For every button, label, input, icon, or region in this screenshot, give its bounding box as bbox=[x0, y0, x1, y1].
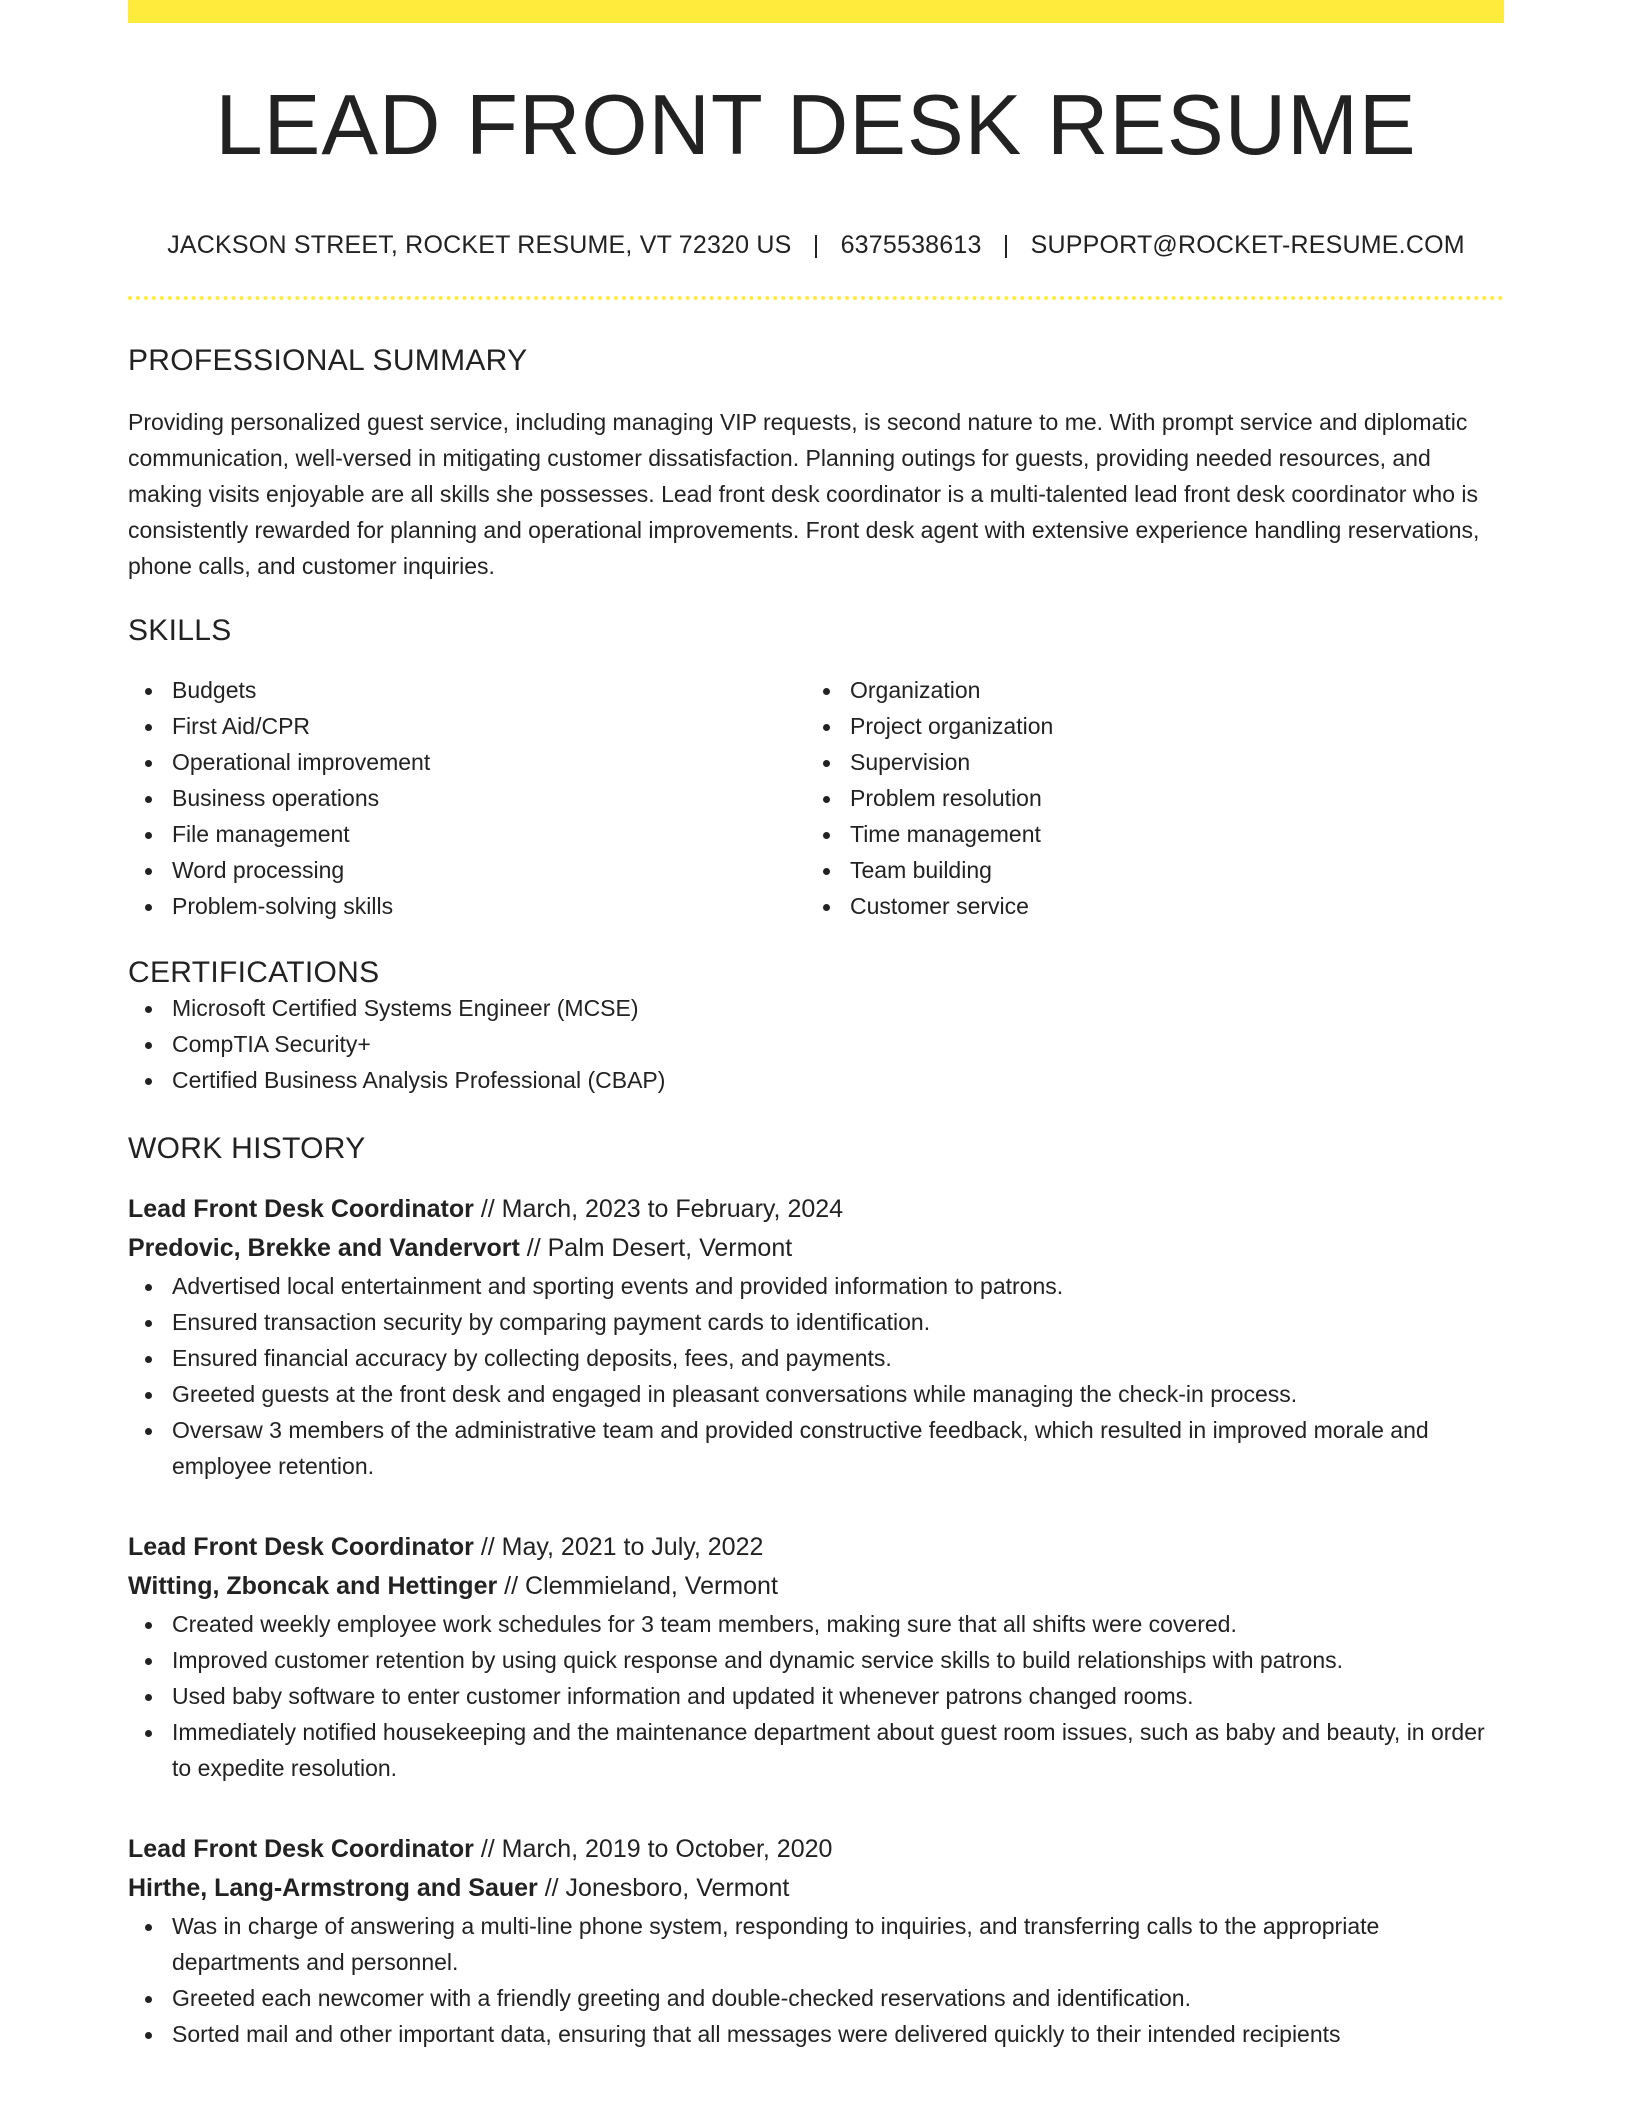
skill-item: Word processing bbox=[172, 852, 806, 888]
header-divider bbox=[128, 296, 1504, 300]
contact-separator: | bbox=[1002, 230, 1010, 259]
job-dates: // March, 2019 to October, 2020 bbox=[480, 1834, 833, 1863]
job-bullet-list bbox=[128, 1908, 1504, 2052]
certification-item: Certified Business Analysis Professional (CBAP) bbox=[172, 1062, 1504, 1098]
job-entry bbox=[128, 1190, 1504, 1484]
job-title: Lead Front Desk Coordinator bbox=[128, 1532, 474, 1561]
job-bullet: Sorted mail and other important data, ensuring that all messages were delivered quickly to their intended recipients bbox=[172, 2016, 1504, 2052]
job-bullet: Greeted each newcomer with a friendly greeting and double-checked reservations and identification. bbox=[172, 1980, 1504, 2016]
summary-text: Providing personalized guest service, including managing VIP requests, is second nature to me. With prompt service and diplomatic communication, well-versed in mitigating customer dissatisfaction. Planning outings for guests, providing needed resources, and making visits enjoyable are all skills she possesses. Lead front desk coordinator is a multi-talented lead front desk coordinator who is consistently rewarded for planning and operational improvements. Front desk agent with extensive experience handling reservations, phone calls, and customer inquiries. bbox=[128, 408, 1480, 579]
job-company-line bbox=[128, 1229, 1504, 1268]
job-bullet: Ensured financial accuracy by collecting deposits, fees, and payments. bbox=[172, 1340, 1504, 1376]
skill-item: Operational improvement bbox=[172, 744, 806, 780]
resume-page bbox=[128, 0, 1504, 2052]
job-title: Lead Front Desk Coordinator bbox=[128, 1194, 474, 1223]
contact-line bbox=[128, 231, 1504, 260]
contact-email: SUPPORT@ROCKET-RESUME.COM bbox=[1030, 230, 1465, 259]
skill-item: Customer service bbox=[850, 888, 1484, 924]
job-company-line bbox=[128, 1567, 1504, 1606]
skill-item: Problem resolution bbox=[850, 780, 1484, 816]
skills-list-right bbox=[806, 672, 1484, 924]
job-bullet: Immediately notified housekeeping and the maintenance department about guest room issues, such as baby and beauty, in order to expedite resolution. bbox=[172, 1714, 1504, 1786]
resume-title: LEAD FRONT DESK RESUME bbox=[215, 78, 1417, 173]
skill-item: First Aid/CPR bbox=[172, 708, 806, 744]
skill-item: Organization bbox=[850, 672, 1484, 708]
job-bullet: Improved customer retention by using quick response and dynamic service skills to build relationships with patrons. bbox=[172, 1642, 1504, 1678]
skill-item: Project organization bbox=[850, 708, 1484, 744]
job-bullet: Ensured transaction security by comparing payment cards to identification. bbox=[172, 1304, 1504, 1340]
skill-item: Team building bbox=[850, 852, 1484, 888]
job-bullet: Used baby software to enter customer information and updated it whenever patrons changed rooms. bbox=[172, 1678, 1504, 1714]
contact-phone: 6375538613 bbox=[840, 230, 982, 259]
skill-item: File management bbox=[172, 816, 806, 852]
job-bullet: Created weekly employee work schedules for 3 team members, making sure that all shifts were covered. bbox=[172, 1606, 1504, 1642]
job-bullet: Was in charge of answering a multi-line phone system, responding to inquiries, and transferring calls to the appropriate departments and personnel. bbox=[172, 1908, 1504, 1980]
job-title-line bbox=[128, 1528, 1504, 1567]
job-location: // Clemmieland, Vermont bbox=[504, 1571, 778, 1600]
job-company: Predovic, Brekke and Vandervort bbox=[128, 1233, 520, 1262]
top-accent-bar bbox=[128, 0, 1504, 23]
job-entry bbox=[128, 1830, 1504, 2052]
skill-item: Business operations bbox=[172, 780, 806, 816]
skill-item: Problem-solving skills bbox=[172, 888, 806, 924]
work-history-heading: WORK HISTORY bbox=[128, 1131, 366, 1165]
skills-column-right bbox=[806, 672, 1484, 924]
skill-item: Time management bbox=[850, 816, 1484, 852]
job-title: Lead Front Desk Coordinator bbox=[128, 1834, 474, 1863]
skills-list-left bbox=[128, 672, 806, 924]
job-title-line bbox=[128, 1190, 1504, 1229]
contact-address: JACKSON STREET, ROCKET RESUME, VT 72320 US bbox=[167, 230, 792, 259]
job-entry bbox=[128, 1528, 1504, 1786]
certifications-heading: CERTIFICATIONS bbox=[128, 955, 380, 989]
job-company-line bbox=[128, 1869, 1504, 1908]
skills-grid bbox=[128, 672, 1504, 924]
summary-heading: PROFESSIONAL SUMMARY bbox=[128, 343, 528, 377]
job-title-line bbox=[128, 1830, 1504, 1869]
skills-column-left bbox=[128, 672, 806, 924]
job-location: // Palm Desert, Vermont bbox=[526, 1233, 793, 1262]
job-dates: // March, 2023 to February, 2024 bbox=[480, 1194, 844, 1223]
job-bullet-list bbox=[128, 1606, 1504, 1786]
contact-separator: | bbox=[812, 230, 820, 259]
certification-item: CompTIA Security+ bbox=[172, 1026, 1504, 1062]
job-dates: // May, 2021 to July, 2022 bbox=[480, 1532, 764, 1561]
job-company: Hirthe, Lang-Armstrong and Sauer bbox=[128, 1873, 538, 1902]
job-bullet: Greeted guests at the front desk and engaged in pleasant conversations while managing the check-in process. bbox=[172, 1376, 1504, 1412]
job-bullet: Oversaw 3 members of the administrative team and provided constructive feedback, which resulted in improved morale and employee retention. bbox=[172, 1412, 1504, 1484]
certification-item: Microsoft Certified Systems Engineer (MCSE) bbox=[172, 990, 1504, 1026]
skill-item: Supervision bbox=[850, 744, 1484, 780]
job-company: Witting, Zboncak and Hettinger bbox=[128, 1571, 498, 1600]
skill-item: Budgets bbox=[172, 672, 806, 708]
job-bullet: Advertised local entertainment and sporting events and provided information to patrons. bbox=[172, 1268, 1504, 1304]
certifications-list bbox=[128, 990, 1504, 1098]
job-bullet-list bbox=[128, 1268, 1504, 1484]
skills-heading: SKILLS bbox=[128, 613, 232, 647]
job-location: // Jonesboro, Vermont bbox=[544, 1873, 790, 1902]
